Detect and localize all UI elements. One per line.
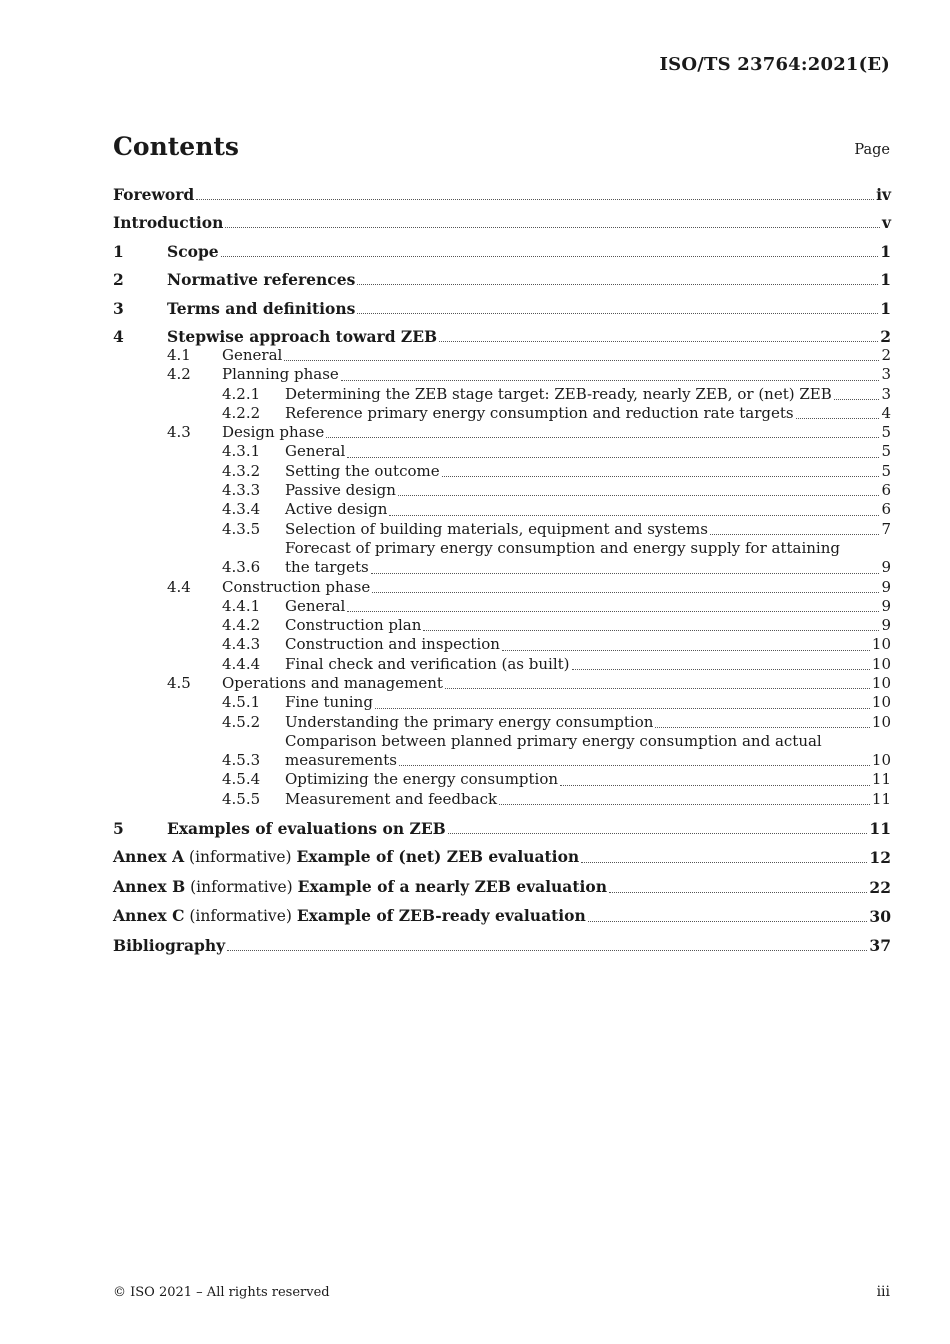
- toc-entry-number: 4.3.6: [222, 558, 261, 577]
- toc-entry-page: 30: [869, 907, 891, 927]
- dot-leader: [284, 360, 879, 361]
- toc-entry-title: Determining the ZEB stage target: ZEB-ready, nearly ZEB, or (net) ZEB: [285, 384, 832, 403]
- toc-entry-title: Understanding the primary energy consumption: [285, 712, 654, 731]
- toc-entry-page: 5: [881, 423, 891, 442]
- toc-entry-title: Comparison between planned primary energy consumption and actual: [285, 731, 822, 750]
- toc-entry-page: 5: [881, 461, 891, 480]
- table-of-contents: [113, 185, 891, 955]
- toc-entry[interactable]: [113, 481, 891, 500]
- toc-entry-number: 4.3: [167, 423, 191, 442]
- toc-entry-page: 10: [871, 635, 891, 654]
- dot-leader: [225, 227, 880, 228]
- toc-entry-page: 10: [871, 654, 891, 673]
- toc-entry-number: 5: [113, 819, 124, 839]
- toc-entry-number: 4.3.3: [222, 481, 261, 500]
- dot-leader: [502, 650, 870, 651]
- page-number: iii: [876, 1284, 890, 1300]
- toc-entry[interactable]: [113, 500, 891, 519]
- toc-entry[interactable]: [113, 906, 891, 926]
- toc-entry-number: 4.5.2: [222, 712, 261, 731]
- toc-entry-page: 10: [871, 674, 891, 692]
- dot-leader: [326, 437, 879, 438]
- contents-heading: Contents: [113, 132, 240, 161]
- toc-entry-title: Introduction: [113, 213, 224, 233]
- toc-entry-page: 3: [881, 365, 891, 384]
- toc-entry[interactable]: [113, 819, 891, 838]
- toc-entry-title: Fine tuning: [285, 693, 373, 712]
- toc-entry[interactable]: [113, 462, 891, 481]
- toc-entry-page: 22: [869, 877, 891, 897]
- toc-entry-number: 4.3.1: [222, 442, 261, 461]
- toc-entry[interactable]: [113, 442, 891, 461]
- toc-entry[interactable]: [113, 732, 891, 771]
- dot-leader: [389, 515, 879, 516]
- toc-entry-page: 6: [881, 500, 891, 519]
- toc-entry-number: 4.4.4: [222, 654, 261, 673]
- dot-leader: [581, 862, 867, 863]
- toc-entry-number: 4.5.5: [222, 789, 261, 808]
- toc-entry-page: 10: [871, 693, 891, 712]
- toc-entry[interactable]: [113, 693, 891, 712]
- toc-entry-page: 9: [881, 558, 891, 577]
- toc-entry-number: 4.4.3: [222, 635, 261, 654]
- toc-entry-title: Setting the outcome: [285, 461, 440, 480]
- dot-leader: [796, 418, 880, 419]
- toc-entry-page: 12: [869, 848, 891, 868]
- dot-leader: [655, 727, 869, 728]
- toc-entry-title: Example of (net) ZEB evaluation: [296, 847, 580, 867]
- toc-entry[interactable]: [113, 299, 891, 318]
- toc-entry[interactable]: [113, 365, 891, 384]
- toc-entry[interactable]: [113, 578, 891, 597]
- annex-label: Annex B: [113, 876, 186, 896]
- toc-entry-title: Examples of evaluations on ZEB: [167, 819, 446, 839]
- toc-entry-number: 2: [113, 270, 124, 290]
- toc-entry[interactable]: [113, 790, 891, 809]
- annex-qualifier: (informative): [190, 877, 293, 896]
- toc-entry-title: Planning phase: [222, 365, 339, 384]
- toc-entry-page: 6: [881, 481, 891, 500]
- dot-leader: [445, 688, 870, 689]
- dot-leader: [398, 495, 880, 496]
- toc-entry-page: 2: [881, 345, 891, 364]
- dot-leader: [439, 341, 878, 342]
- toc-entry[interactable]: [113, 936, 891, 955]
- dot-leader: [347, 457, 879, 458]
- toc-entry-page: 9: [881, 577, 891, 596]
- toc-entry-number: 4: [113, 326, 124, 346]
- dot-leader: [341, 380, 880, 381]
- toc-entry-number: 4.1: [167, 345, 191, 364]
- toc-entry-title: Scope: [167, 241, 219, 261]
- dot-leader: [399, 765, 870, 766]
- toc-entry-title: Normative references: [167, 270, 356, 290]
- dot-leader: [423, 630, 879, 631]
- toc-entry[interactable]: [113, 713, 891, 732]
- toc-entry[interactable]: [113, 404, 891, 423]
- toc-entry-number: 3: [113, 298, 124, 318]
- dot-leader: [375, 708, 870, 709]
- toc-entry-page: 1: [880, 241, 891, 261]
- toc-entry-title: Passive design: [285, 481, 396, 500]
- toc-entry-page: 7: [881, 519, 891, 538]
- toc-entry-number: 4.3.4: [222, 500, 261, 519]
- toc-entry-page: 37: [869, 935, 891, 955]
- toc-entry[interactable]: [113, 185, 891, 204]
- toc-entry-title: General: [222, 345, 283, 364]
- dot-leader: [609, 892, 867, 893]
- toc-entry-page: 9: [881, 616, 891, 635]
- toc-entry[interactable]: [113, 847, 891, 867]
- dot-leader: [372, 592, 879, 593]
- toc-entry-title: General: [285, 442, 346, 461]
- toc-entry[interactable]: [113, 423, 891, 442]
- toc-entry[interactable]: [113, 877, 891, 897]
- dot-leader: [572, 669, 870, 670]
- dot-leader: [196, 199, 874, 200]
- annex-qualifier: (informative): [189, 907, 292, 926]
- toc-entry-page: 10: [871, 751, 891, 770]
- toc-entry-page: v: [881, 213, 891, 233]
- toc-entry-page: 10: [871, 712, 891, 731]
- toc-entry[interactable]: [113, 674, 891, 693]
- toc-entry[interactable]: [113, 655, 891, 674]
- toc-entry-title-continued: the targets: [285, 558, 369, 577]
- toc-entry[interactable]: [113, 242, 891, 261]
- copyright-notice: © ISO 2021 – All rights reserved: [113, 1285, 330, 1300]
- toc-entry-title: Example of ZEB-ready evaluation: [296, 906, 586, 926]
- dot-leader: [347, 611, 879, 612]
- toc-entry-title: Optimizing the energy consumption: [285, 770, 559, 789]
- toc-entry-page: iv: [876, 185, 891, 204]
- toc-entry[interactable]: [113, 597, 891, 616]
- toc-entry-number: 4.2.1: [222, 384, 261, 403]
- toc-entry-title: Construction plan: [285, 616, 422, 635]
- toc-entry[interactable]: [113, 520, 891, 539]
- toc-entry[interactable]: [113, 616, 891, 635]
- dot-leader: [499, 804, 870, 805]
- toc-entry-number: 4.5.4: [222, 770, 261, 789]
- toc-entry-number: 1: [113, 241, 124, 261]
- toc-entry[interactable]: [113, 635, 891, 654]
- toc-entry[interactable]: [113, 770, 891, 789]
- dot-leader: [710, 534, 880, 535]
- dot-leader: [357, 313, 878, 314]
- dot-leader: [371, 573, 880, 574]
- dot-leader: [221, 256, 879, 257]
- toc-entry-number: 4.4.1: [222, 596, 261, 615]
- dot-leader: [560, 785, 870, 786]
- toc-entry-title-continued: measurements: [285, 751, 397, 770]
- toc-entry-title: Measurement and feedback: [285, 789, 498, 808]
- dot-leader: [588, 921, 868, 922]
- toc-entry-title: Selection of building materials, equipment and systems: [285, 519, 708, 538]
- toc-entry-number: 4.3.5: [222, 519, 261, 538]
- toc-entry-page: 11: [871, 789, 891, 808]
- toc-entry-title: Reference primary energy consumption and reduction rate targets: [285, 403, 794, 422]
- annex-label: Annex A: [113, 847, 185, 867]
- toc-entry-title: Stepwise approach toward ZEB: [167, 326, 438, 346]
- toc-entry-title: Example of a nearly ZEB evaluation: [297, 876, 607, 896]
- toc-entry-title: Design phase: [222, 423, 325, 442]
- toc-entry-page: 11: [871, 770, 891, 789]
- toc-entry-title: Bibliography: [113, 935, 226, 955]
- annex-qualifier: (informative): [189, 848, 292, 867]
- toc-entry-number: 4.2.2: [222, 403, 261, 422]
- toc-entry-number: 4.4: [167, 577, 191, 596]
- dot-leader: [834, 399, 880, 400]
- toc-entry-title: Final check and verification (as built): [285, 654, 570, 673]
- toc-entry-title: General: [285, 596, 346, 615]
- toc-entry[interactable]: [113, 270, 891, 289]
- toc-entry-title: Terms and definitions: [167, 298, 356, 318]
- toc-entry[interactable]: [113, 539, 891, 578]
- toc-entry-page: 4: [881, 403, 891, 422]
- dot-leader: [227, 950, 867, 951]
- toc-entry-page: 2: [880, 326, 891, 346]
- annex-label: Annex C: [113, 906, 185, 926]
- toc-entry-page: 3: [881, 384, 891, 403]
- toc-entry-number: 4.5.3: [222, 751, 261, 770]
- toc-entry[interactable]: [113, 327, 891, 346]
- toc-entry-number: 4.5.1: [222, 693, 261, 712]
- toc-entry-page: 1: [880, 298, 891, 318]
- toc-entry[interactable]: [113, 346, 891, 365]
- toc-entry-number: 4.3.2: [222, 461, 261, 480]
- toc-entry-page: 9: [881, 596, 891, 615]
- toc-entry[interactable]: [113, 213, 891, 232]
- dot-leader: [357, 284, 878, 285]
- toc-entry-number: 4.2: [167, 365, 191, 384]
- toc-entry-number: 4.5: [167, 674, 191, 692]
- toc-entry-title: Construction phase: [222, 577, 371, 596]
- toc-entry-page: 1: [880, 270, 891, 290]
- toc-entry-title: Operations and management: [222, 674, 443, 692]
- toc-entry-page: 11: [869, 819, 891, 839]
- toc-entry-title: Foreword: [113, 185, 195, 204]
- toc-entry-title: Forecast of primary energy consumption and energy supply for attaining: [285, 538, 840, 557]
- dot-leader: [448, 833, 868, 834]
- toc-entry-number: 4.4.2: [222, 616, 261, 635]
- page-column-label: Page: [854, 142, 890, 158]
- document-id: ISO/TS 23764:2021(E): [659, 54, 890, 75]
- toc-entry-title: Construction and inspection: [285, 635, 500, 654]
- toc-entry-page: 5: [881, 442, 891, 461]
- toc-entry-title: Active design: [285, 500, 388, 519]
- toc-entry[interactable]: [113, 385, 891, 404]
- dot-leader: [442, 476, 880, 477]
